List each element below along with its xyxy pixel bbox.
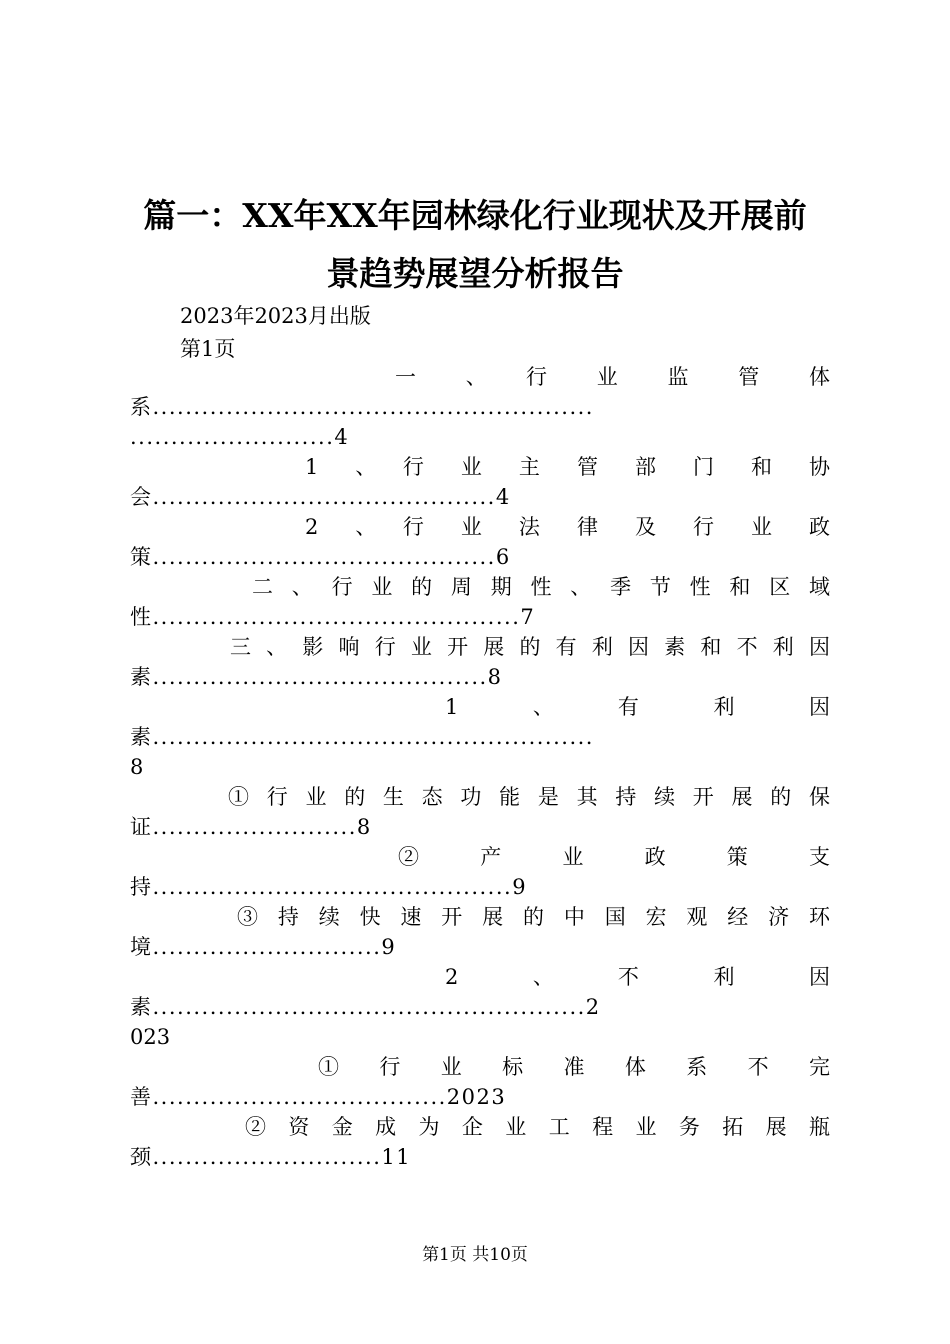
toc-entry-9-cont[interactable]	[130, 932, 830, 962]
toc-entry-title: ①行业的生态功能是其持续开展的保	[228, 785, 830, 809]
toc-entry-1[interactable]	[130, 362, 830, 392]
toc-entry-6-cont[interactable]	[130, 722, 830, 782]
document-title-line-1: 篇一：XX年XX年园林绿化行业现状及开展前	[143, 196, 807, 235]
toc-entry-10-cont[interactable]	[130, 992, 830, 1052]
toc-entry-leader: 性.............................................7	[130, 605, 536, 629]
toc-entry-title: ② 产 业 政 策 支	[398, 845, 830, 869]
toc-entry-leader: 素......................................................	[130, 725, 594, 749]
toc-entry-leader: 素.....................................................2	[130, 995, 601, 1019]
toc-entry-2-cont[interactable]	[130, 482, 830, 512]
toc-entry-title: 1 、 有 利 因	[445, 695, 830, 719]
toc-entry-leader: 素.........................................8	[130, 665, 503, 689]
toc-entry-6[interactable]	[130, 692, 830, 722]
toc-entry-page: 023	[130, 1025, 171, 1049]
toc-entry-7[interactable]	[130, 782, 830, 812]
toc-entry-leader: 持............................................9	[130, 875, 528, 899]
toc-entry-leader: 颈............................11	[130, 1145, 412, 1169]
toc-entry-title: 2 、 不 利 因	[445, 965, 830, 989]
toc-entry-4[interactable]	[130, 572, 830, 602]
toc-entry-12-cont[interactable]	[130, 1142, 830, 1172]
toc-entry-leader: 策..........................................6	[130, 545, 511, 569]
toc-entry-7-cont[interactable]	[130, 812, 830, 842]
toc-entry-9[interactable]	[130, 902, 830, 932]
toc-entry-10[interactable]	[130, 962, 830, 992]
toc-entry-3-cont[interactable]	[130, 542, 830, 572]
toc-entry-title: 一 、 行 业 监 管 体	[395, 365, 830, 389]
toc-entry-11[interactable]	[130, 1052, 830, 1082]
toc-entry-leader: 证.........................8	[130, 815, 372, 839]
toc-entry-title: 二、行业的周期性、季节性和区域	[252, 575, 830, 599]
document-title-line-2: 景趋势展望分析报告	[326, 254, 624, 293]
toc-entry-page: .........................4	[130, 425, 350, 449]
toc-entry-3[interactable]	[130, 512, 830, 542]
toc-entry-leader: 境............................9	[130, 935, 397, 959]
toc-entry-leader: 善....................................2023	[130, 1085, 507, 1109]
toc-entry-title: ②资金成为企业工程业务拓展瓶	[245, 1115, 830, 1139]
toc-entry-1-cont[interactable]	[130, 392, 830, 452]
toc-entry-title: ③持续快速开展的中国宏观经济环	[237, 905, 830, 929]
publish-date: 2023年2023月出版	[180, 304, 371, 328]
toc-entry-2[interactable]	[130, 452, 830, 482]
toc-entry-leader: 会..........................................4	[130, 485, 511, 509]
toc-entry-4-cont[interactable]	[130, 602, 830, 632]
toc-entry-8-cont[interactable]	[130, 872, 830, 902]
toc-entry-leader: 系......................................................	[130, 395, 594, 419]
toc-entry-title: 2 、 行 业 法 律 及 行 业 政	[305, 515, 830, 539]
toc-entry-title: 1 、 行 业 主 管 部 门 和 协	[305, 455, 830, 479]
toc-entry-title: 三、影响行业开展的有利因素和不利因	[230, 635, 830, 659]
toc-entry-page: 8	[130, 755, 144, 779]
toc-entry-5-cont[interactable]	[130, 662, 830, 692]
toc-entry-8[interactable]	[130, 842, 830, 872]
toc-entry-12[interactable]	[130, 1112, 830, 1142]
toc-entry-title: ① 行 业 标 准 体 系 不 完	[318, 1055, 830, 1079]
page-label: 第1页	[180, 337, 236, 361]
toc-entry-5[interactable]	[130, 632, 830, 662]
toc-entry-11-cont[interactable]	[130, 1082, 830, 1112]
page-footer: 第1页 共10页	[422, 1245, 528, 1265]
table-of-contents	[130, 362, 830, 1172]
